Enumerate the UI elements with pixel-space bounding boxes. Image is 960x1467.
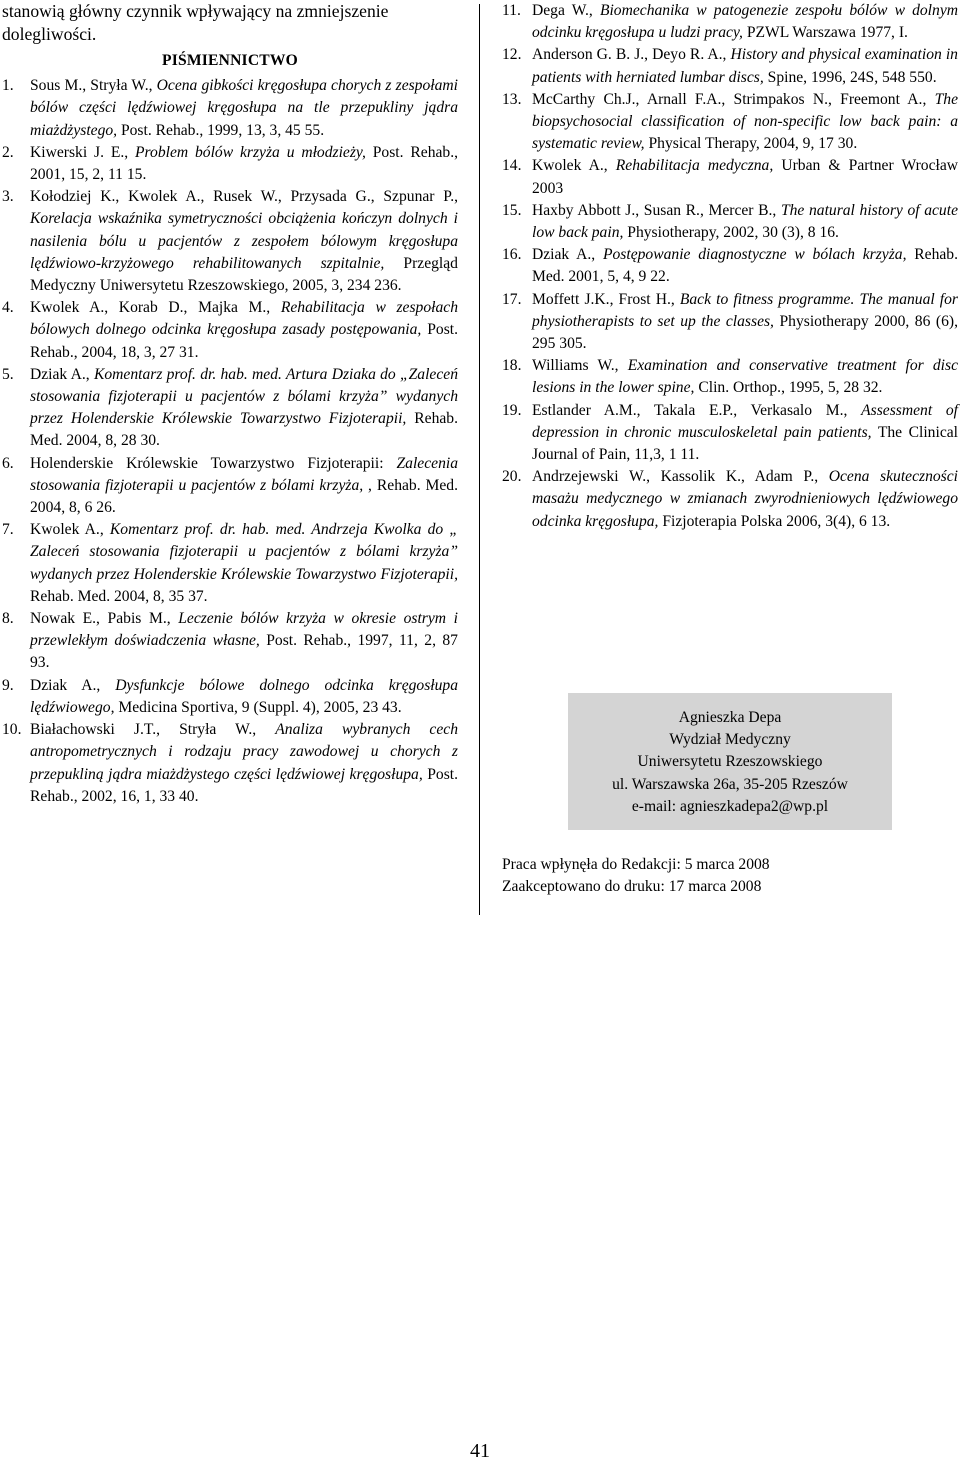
reference-item: [2, 719, 458, 808]
reference-citation: Post. Rehab., 1999, 13, 3, 45 55.: [117, 121, 325, 139]
page-number: 41: [470, 1440, 490, 1462]
reference-item: [502, 355, 958, 399]
reference-citation: Kiwerski J. E.,: [30, 143, 136, 161]
reference-title: Leczenie bólów krzyża w okresie ostrym i przewlekłym doświadczenia własne,: [30, 610, 458, 650]
reference-title: The biopsychosocial classification of non-specific low back pain: a systematic review,: [532, 90, 958, 153]
received-date: Praca wpłynęła do Redakcji: 5 marca 2008: [502, 856, 770, 873]
reference-number: 2.: [2, 143, 14, 161]
reference-number: 19.: [502, 401, 522, 419]
reference-citation: PZWL Warszawa 1977, I.: [742, 24, 908, 42]
reference-citation: Kwolek A., Korab D., Majka M.,: [30, 299, 281, 317]
reference-number: 16.: [502, 246, 522, 264]
reference-text: [532, 466, 958, 533]
reference-number: 7.: [2, 521, 14, 539]
reference-citation: Przegląd Medyczny Uniwersytetu Rzeszowskiego, 2005, 3, 234 236.: [30, 254, 458, 295]
reference-title: Assessment of depression in chronic musculoskeletal pain patients,: [532, 401, 958, 441]
reference-citation: Haxby Abbott J., Susan R., Mercer B.,: [532, 201, 781, 219]
reference-text: [30, 186, 458, 297]
reference-text: [532, 244, 958, 288]
reference-title: Examination and conservative treatment for disc lesions in the lower spine,: [532, 357, 959, 397]
reference-text: [30, 142, 458, 186]
reference-number: 5.: [2, 365, 14, 383]
reference-citation: Nowak E., Pabis M.,: [30, 610, 179, 628]
reference-text: [532, 89, 958, 156]
reference-citation: Williams W.,: [532, 357, 628, 375]
reference-title: History and physical examination in patients with herniated lumbar discs,: [532, 46, 958, 86]
reference-text: [30, 675, 458, 719]
reference-citation: Clin. Orthop., 1995, 5, 28 32.: [694, 379, 883, 397]
reference-list-right: [502, 0, 958, 533]
column-divider: [479, 4, 480, 915]
reference-citation: Kwolek A.,: [532, 157, 616, 175]
reference-citation: Post. Rehab., 2002, 16, 1, 33 40.: [30, 765, 459, 805]
reference-citation: Physical Therapy, 2004, 9, 17 30.: [644, 135, 858, 153]
reference-number: 15.: [502, 201, 522, 219]
reference-citation: Kwolek A.,: [30, 521, 110, 539]
submission-dates: [502, 854, 770, 898]
reference-citation: Białachowski J.T., Stryła W.,: [30, 721, 276, 739]
reference-title: Rehabilitacja medyczna,: [615, 157, 774, 175]
reference-title: Komentarz prof. dr. hab. med. Andrzeja Kwolka do „ Zaleceń stosowania fizjoterapii u pacjentów z bólami krzyża” wydanych przez Holenderskie Królewskie Towarzystwo Fizjoterapii,: [30, 521, 458, 583]
reference-title: The natural history of acute low back pain,: [532, 201, 958, 242]
reference-citation: Dziak A.,: [30, 676, 116, 694]
reference-text: [30, 364, 458, 453]
reference-citation: Dega W.,: [532, 2, 600, 19]
reference-number: 4.: [2, 299, 14, 317]
reference-number: 11.: [502, 2, 521, 19]
reference-number: 18.: [502, 357, 522, 375]
reference-number: 1.: [2, 77, 14, 95]
reference-number: 10.: [2, 721, 22, 739]
intro-paragraph: stanowią główny czynnik wpływający na zmniejszenie dolegliwości.: [2, 1, 389, 44]
author-faculty: Wydział Medyczny: [669, 731, 791, 749]
reference-title: Postępowanie diagnostyczne w bólach krzyża,: [602, 246, 907, 264]
reference-item: [2, 675, 458, 719]
reference-citation: Physiotherapy 2000, 86 (6), 295 305.: [532, 312, 958, 353]
accepted-date: Zaakceptowano do druku: 17 marca 2008: [502, 878, 762, 896]
reference-text: [30, 719, 458, 808]
reference-citation: Dziak A.,: [532, 246, 603, 264]
reference-item: [502, 200, 958, 244]
reference-number: 14.: [502, 157, 522, 175]
reference-item: [502, 89, 958, 156]
reference-text: [532, 400, 958, 467]
reference-text: [532, 44, 958, 88]
reference-title: Ocena skuteczności masażu medycznego w zmianach zwyrodnieniowych lędźwiowego odcinka kręgosłupa,: [532, 468, 958, 530]
reference-citation: McCarthy Ch.J., Arnall F.A., Strimpakos N., Freemont A.,: [532, 90, 935, 108]
reference-item: [2, 186, 458, 297]
author-address-box: [568, 693, 892, 830]
reference-item: [502, 244, 958, 288]
reference-item: [502, 155, 958, 199]
reference-number: 17.: [502, 290, 522, 308]
reference-title: Back to fitness programme. The manual for physiotherapists to set up the classes,: [532, 290, 958, 330]
reference-number: 9.: [2, 676, 14, 694]
reference-citation: , Rehab. Med. 2004, 8, 6 26.: [30, 476, 458, 517]
reference-citation: Moffett J.K., Frost H.,: [532, 290, 680, 308]
reference-text: [30, 519, 458, 608]
reference-citation: Andrzejewski W., Kassolik K., Adam P.,: [532, 468, 829, 486]
reference-citation: The Clinical Journal of Pain, 11,3, 1 11.: [532, 423, 958, 464]
reference-citation: Rehab. Med. 2001, 5, 4, 9 22.: [532, 246, 959, 286]
reference-citation: Estlander A.M., Takala E.P., Verkasalo M.,: [532, 401, 862, 419]
reference-citation: Physiotherapy, 2002, 30 (3), 8 16.: [623, 224, 839, 242]
reference-title: Analiza wybranych cech antropometrycznych i rodzaju pracy zawodowej u chorych z przepukliną jądra miażdżystego części lędźwiowej kręgosłupa,: [30, 721, 458, 783]
reference-title: Rehabilitacja w zespołach bólowych dolnego odcinka kręgosłupa zasady postępowania,: [30, 299, 458, 339]
reference-citation: Rehab. Med. 2004, 8, 28 30.: [30, 410, 458, 450]
reference-item: [502, 466, 958, 533]
author-name: Agnieszka Depa: [678, 709, 782, 726]
reference-number: 20.: [502, 468, 522, 486]
reference-item: [2, 453, 458, 520]
reference-title: Zalecenia stosowania fizjoterapii u pacjentów z bólami krzyża,: [30, 454, 458, 494]
reference-title: Komentarz prof. dr. hab. med. Artura Dziaka do „Zaleceń stosowania fizjoterapii u pacjentów z bólami krzyża” wydanych przez Holenderskie Królewskie Towarzystwo Fizjoterapii,: [30, 365, 458, 428]
reference-citation: Spine, 1996, 24S, 548 550.: [763, 68, 937, 86]
reference-citation: Urban & Partner Wrocław 2003: [532, 157, 959, 197]
reference-number: 6.: [2, 454, 14, 472]
reference-title: Ocena gibkości kręgosłupa chorych z zespołami bólów części lędźwiowej kręgosłupa na tle przepukliny jądra miażdżystego,: [30, 77, 459, 139]
reference-citation: Anderson G. B. J., Deyo R. A.,: [532, 46, 731, 64]
reference-item: [502, 0, 958, 44]
author-email: e-mail: agnieszkadepa2@wp.pl: [631, 797, 829, 815]
reference-citation: Kołodziej K., Kwolek A., Rusek W., Przysada G., Szpunar P.,: [30, 188, 458, 206]
reference-text: [532, 155, 958, 199]
reference-item: [2, 297, 458, 364]
reference-citation: Medicina Sportiva, 9 (Suppl. 4), 2005, 23 43.: [114, 698, 402, 716]
reference-item: [2, 364, 458, 453]
reference-number: 8.: [2, 610, 14, 628]
reference-citation: Holenderskie Królewskie Towarzystwo Fizjoterapii:: [30, 454, 397, 472]
reference-list-left: [2, 75, 458, 808]
reference-citation: Post. Rehab., 2001, 15, 2, 11 15.: [30, 143, 459, 184]
author-university: Uniwersytetu Rzeszowskiego: [637, 753, 823, 771]
reference-item: [2, 519, 458, 608]
reference-text: [532, 355, 958, 399]
reference-item: [502, 400, 958, 467]
reference-item: [2, 142, 458, 186]
reference-citation: Fizjoterapia Polska 2006, 3(4), 6 13.: [658, 512, 891, 530]
left-column: [2, 0, 458, 808]
reference-citation: Post. Rehab., 2004, 18, 3, 27 31.: [30, 321, 458, 361]
reference-title: Problem bólów krzyża u młodzieży,: [135, 143, 366, 161]
reference-title: Dysfunkcje bólowe dolnego odcinka kręgosłupa lędźwiowego,: [30, 676, 458, 716]
reference-item: [502, 289, 958, 356]
author-street: ul. Warszawska 26a, 35-205 Rzeszów: [612, 775, 848, 793]
reference-number: 3.: [2, 188, 14, 206]
reference-number: 13.: [502, 90, 522, 108]
reference-text: [532, 0, 958, 44]
reference-title: Biomechanika w patogenezie zespołu bólów w dolnym odcinku kręgosłupa u ludzi pracy,: [532, 2, 958, 42]
reference-text: [532, 289, 958, 356]
reference-citation: Sous M., Stryła W.,: [30, 77, 157, 95]
reference-item: [2, 75, 458, 142]
reference-text: [532, 200, 958, 244]
reference-citation: Post. Rehab., 1997, 11, 2, 87 93.: [30, 632, 458, 672]
reference-citation: Dziak A.,: [30, 365, 94, 383]
reference-number: 12.: [502, 46, 522, 64]
reference-text: [30, 608, 458, 675]
reference-title: Korelacja wskaźnika symetryczności obciążenia kończyn dolnych i nasilenia bólu u pacjentów z zespołem bólowym kręgosłupa lędźwiowo-krzyżowego rehabilitowanych szpitalnie,: [30, 210, 458, 272]
references-heading: PIŚMIENNICTWO: [161, 52, 299, 69]
reference-text: [30, 453, 458, 520]
reference-item: [502, 44, 958, 88]
reference-item: [2, 608, 458, 675]
reference-citation: Rehab. Med. 2004, 8, 35 37.: [30, 587, 208, 605]
right-column: [502, 0, 958, 533]
reference-text: [30, 297, 458, 364]
reference-text: [30, 75, 458, 142]
